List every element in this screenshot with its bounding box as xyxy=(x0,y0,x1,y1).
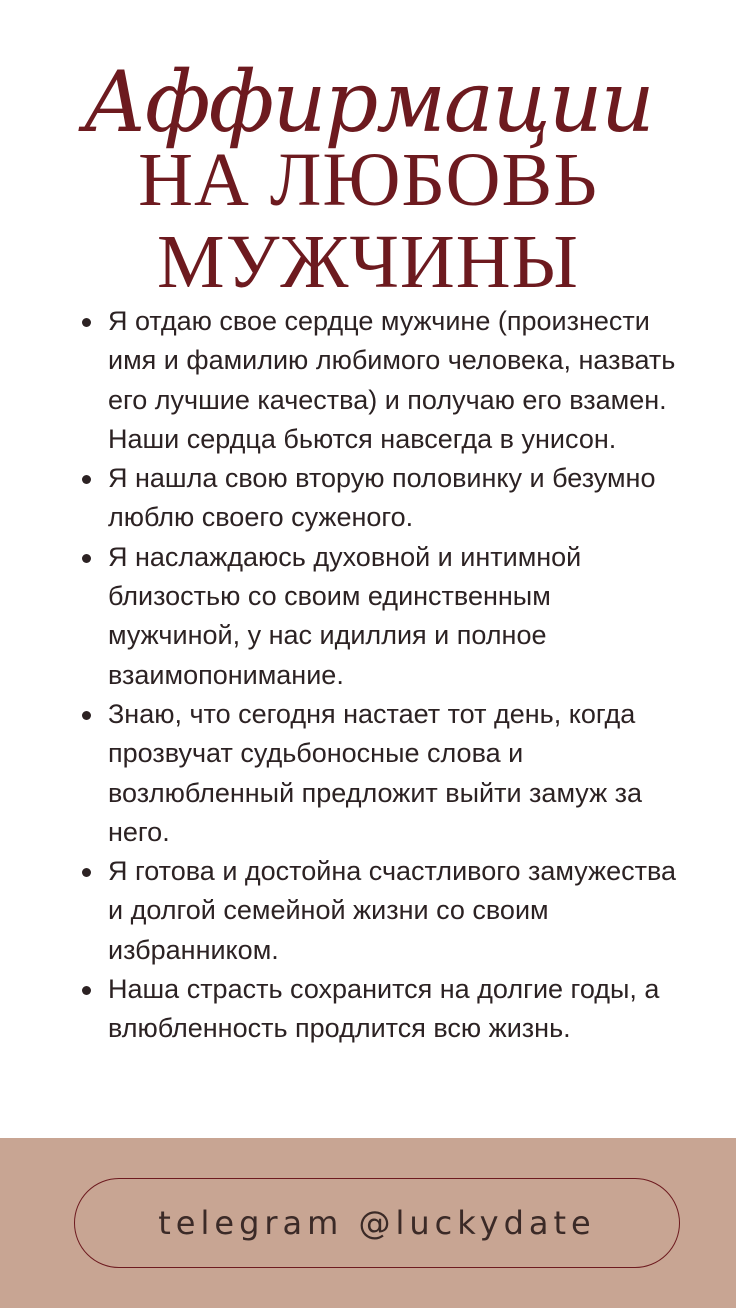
title-line-2: МУЖЧИНЫ xyxy=(157,220,579,304)
script-title: Аффирмации xyxy=(83,53,653,151)
affirmation-item: Я нашла свою вторую половинку и безумно люблю своего суженого. xyxy=(78,459,688,538)
affirmation-item: Я наслаждаюсь духовной и интимной близостью со своим единственным мужчиной, у нас идиллия и полное взаимопонимание. xyxy=(78,538,688,695)
affirmation-item: Я готова и достойна счастливого замужества и долгой семейной жизни со своим избранником. xyxy=(78,852,688,970)
title-line-1: НА ЛЮБОВЬ xyxy=(138,138,598,222)
affirmation-item: Я отдаю свое сердце мужчине (произнести имя и фамилию любимого человека, назвать его лучшие качества) и получаю его взамен. Наши сердца бьются навсегда в унисон. xyxy=(78,302,688,459)
affirmation-item: Наша страсть сохранится на долгие годы, а влюбленность продлится всю жизнь. xyxy=(78,970,688,1049)
footer-band xyxy=(0,1138,736,1308)
affirmation-list xyxy=(78,302,688,1049)
affirmation-item: Знаю, что сегодня настает тот день, когда прозвучат судьбоносные слова и возлюбленный предложит выйти замуж за него. xyxy=(78,695,688,852)
telegram-link[interactable]: telegram @luckydate xyxy=(74,1178,680,1268)
